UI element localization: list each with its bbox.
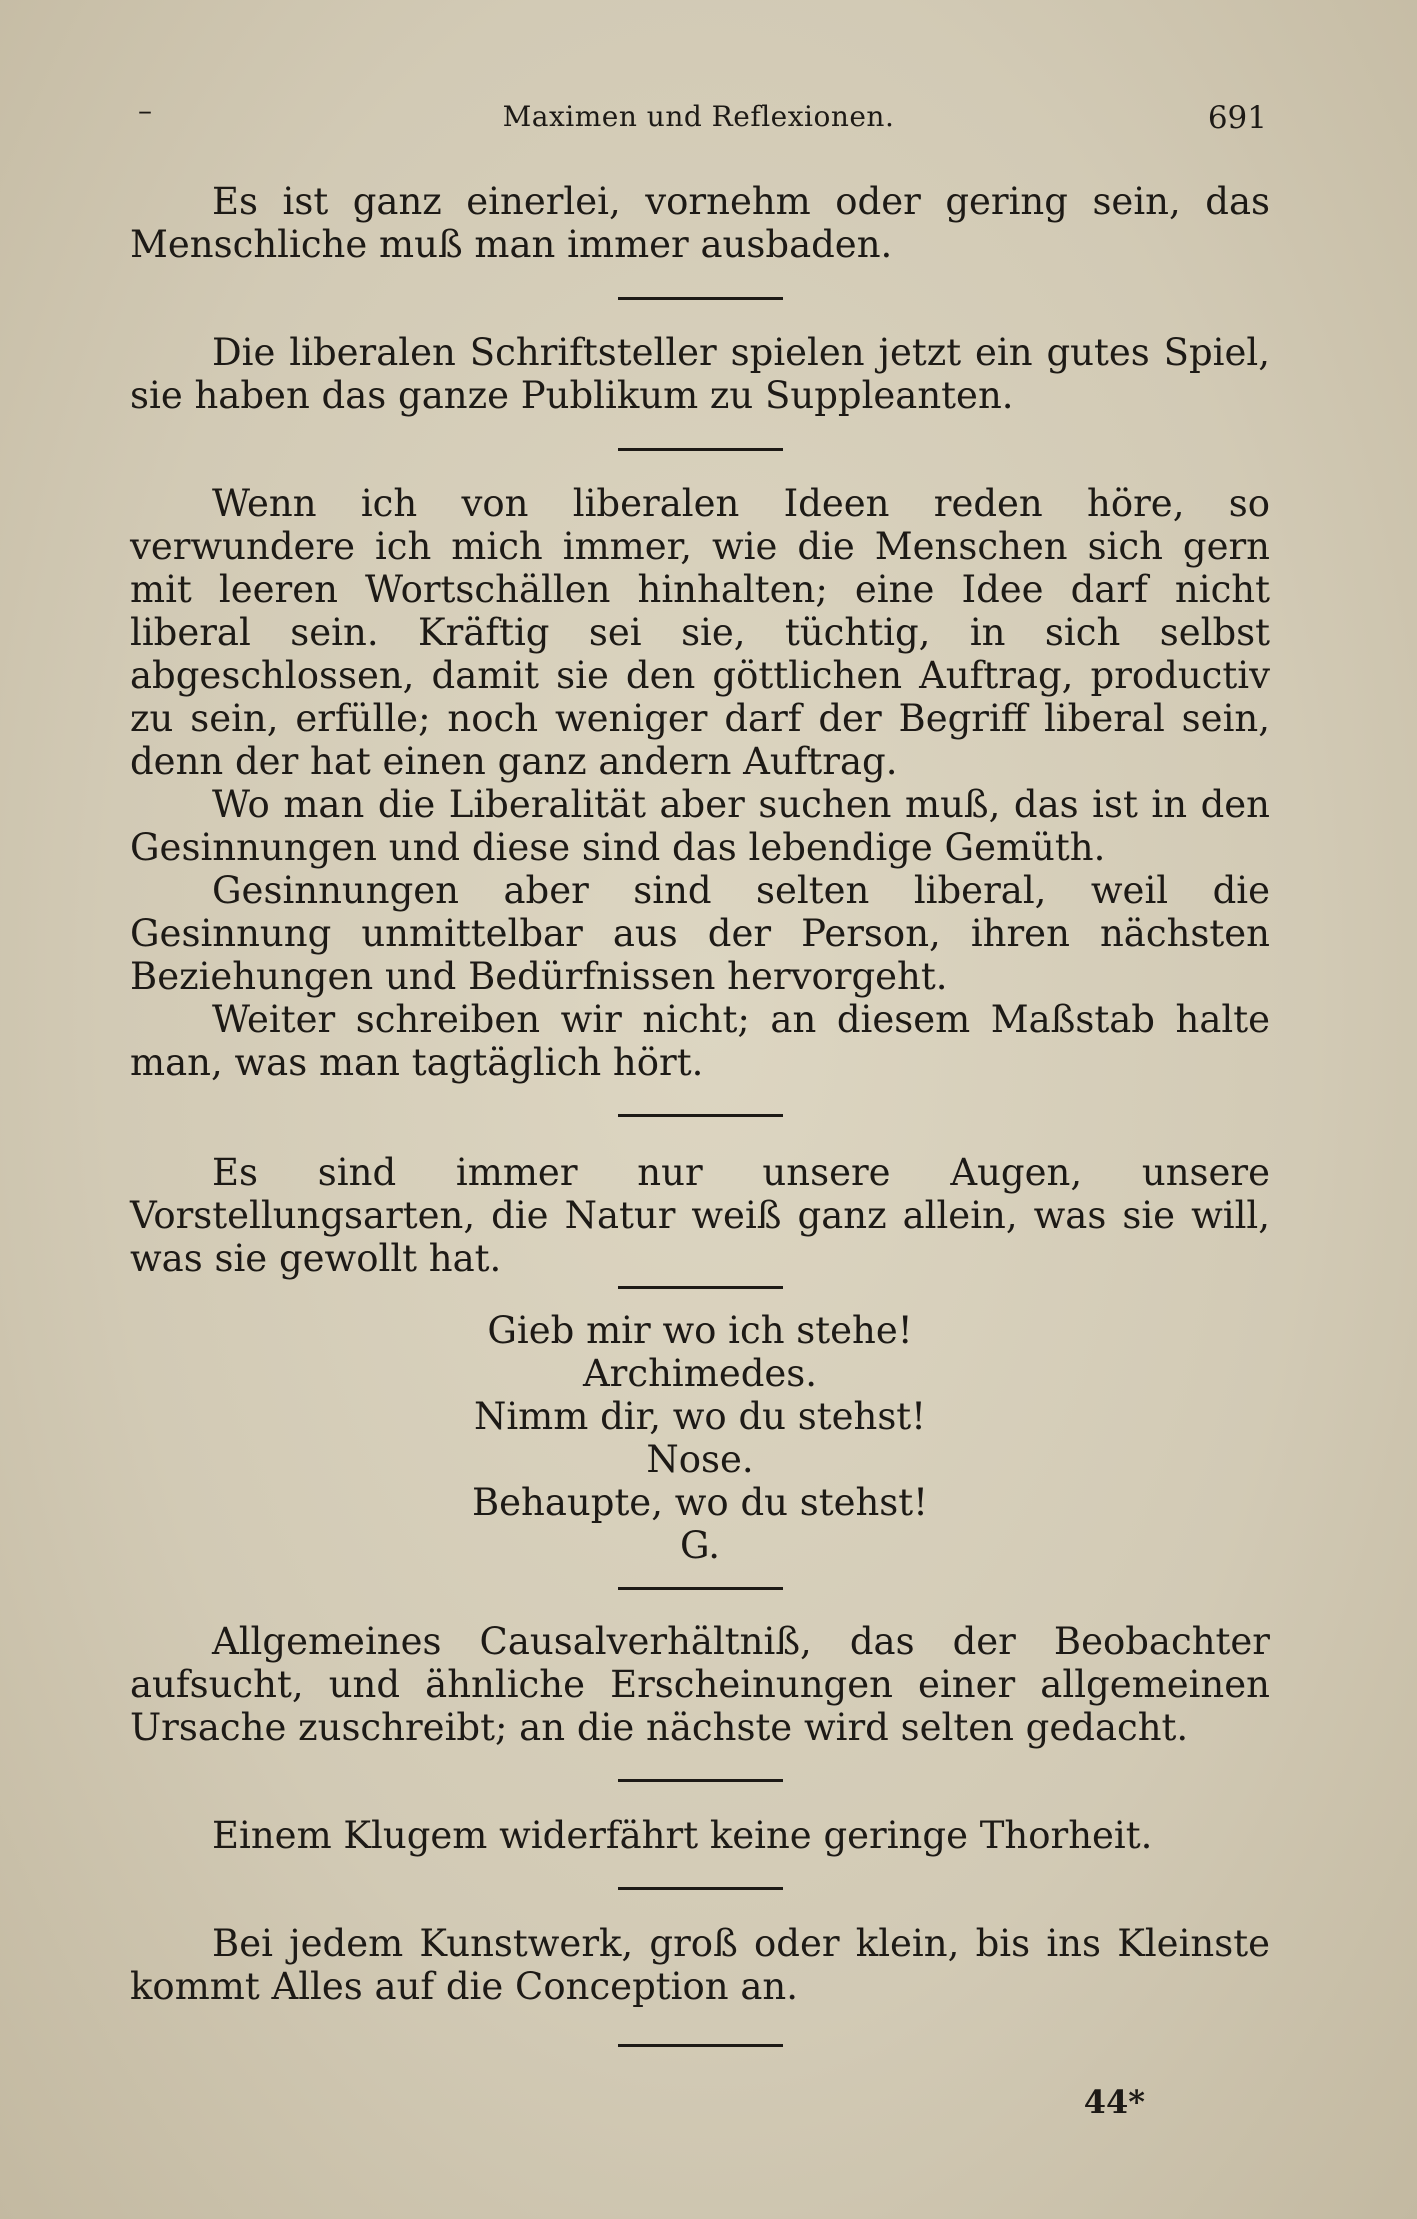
paragraph-8: Allgemeines Causalverhältniß, das der Beobachter aufsucht, und ähnliche Erscheinungen einer allgemeinen Ursache zuschreibt; an die nächste wird selten gedacht. — [130, 1620, 1270, 1749]
running-title: Maximen und Reflexionen. — [502, 100, 895, 133]
paragraph-1: Es ist ganz einerlei, vornehm oder gering sein, das Menschliche muß man immer ausbaden. — [130, 180, 1270, 266]
verse-attribution: Archimedes. — [582, 1352, 818, 1395]
verse-line: Gieb mir wo ich stehe! — [487, 1309, 913, 1352]
separator-rule — [618, 1887, 783, 1890]
signature-mark: 44* — [1083, 2083, 1145, 2121]
paragraph-7: Es sind immer nur unsere Augen, unsere Vorstellungsarten, die Natur weiß ganz allein, was sie will, was sie gewollt hat. — [130, 1151, 1270, 1280]
separator-rule — [618, 1286, 783, 1289]
page-body — [130, 180, 1270, 2047]
verse-line: Behaupte, wo du stehst! — [471, 1481, 929, 1524]
verse-block — [130, 1309, 1270, 1567]
separator-rule — [618, 297, 783, 300]
header-mark: – — [138, 94, 152, 127]
page-number: 691 — [1207, 100, 1267, 136]
verse-line: Nimm dir, wo du stehst! — [473, 1395, 927, 1438]
paragraph-5: Gesinnungen aber sind selten liberal, weil die Gesinnung unmittelbar aus der Person, ihren nächsten Beziehungen und Bedürfnissen hervorgeht. — [130, 869, 1270, 998]
verse-attribution: Nose. — [646, 1438, 754, 1481]
paragraph-2: Die liberalen Schriftsteller spielen jetzt ein gutes Spiel, sie haben das ganze Publikum zu Suppleanten. — [130, 331, 1270, 417]
verse-attribution: G. — [680, 1524, 720, 1567]
paragraph-4: Wo man die Liberalität aber suchen muß, das ist in den Gesinnungen und diese sind das lebendige Gemüth. — [130, 783, 1270, 869]
separator-rule — [618, 1114, 783, 1117]
paragraph-3: Wenn ich von liberalen Ideen reden höre, so verwundere ich mich immer, wie die Menschen sich gern mit leeren Wortschällen hinhalten; eine Idee darf nicht liberal sein. Kräftig sei sie, tüchtig, in sich selbst abgeschlossen, damit sie den göttlichen Auftrag, productiv zu sein, erfülle; noch weniger darf der Begriff liberal sein, denn der hat einen ganz andern Auftrag. — [130, 482, 1270, 783]
separator-rule — [618, 1779, 783, 1782]
paragraph-6: Weiter schreiben wir nicht; an diesem Maßstab halte man, was man tagtäglich hört. — [130, 998, 1270, 1084]
separator-rule — [618, 448, 783, 451]
running-header — [130, 94, 1267, 140]
paragraph-10: Bei jedem Kunstwerk, groß oder klein, bis ins Kleinste kommt Alles auf die Conception an. — [130, 1922, 1270, 2008]
separator-rule — [618, 1587, 783, 1590]
separator-rule — [618, 2044, 783, 2047]
paragraph-9: Einem Klugem widerfährt keine geringe Thorheit. — [212, 1814, 1153, 1857]
